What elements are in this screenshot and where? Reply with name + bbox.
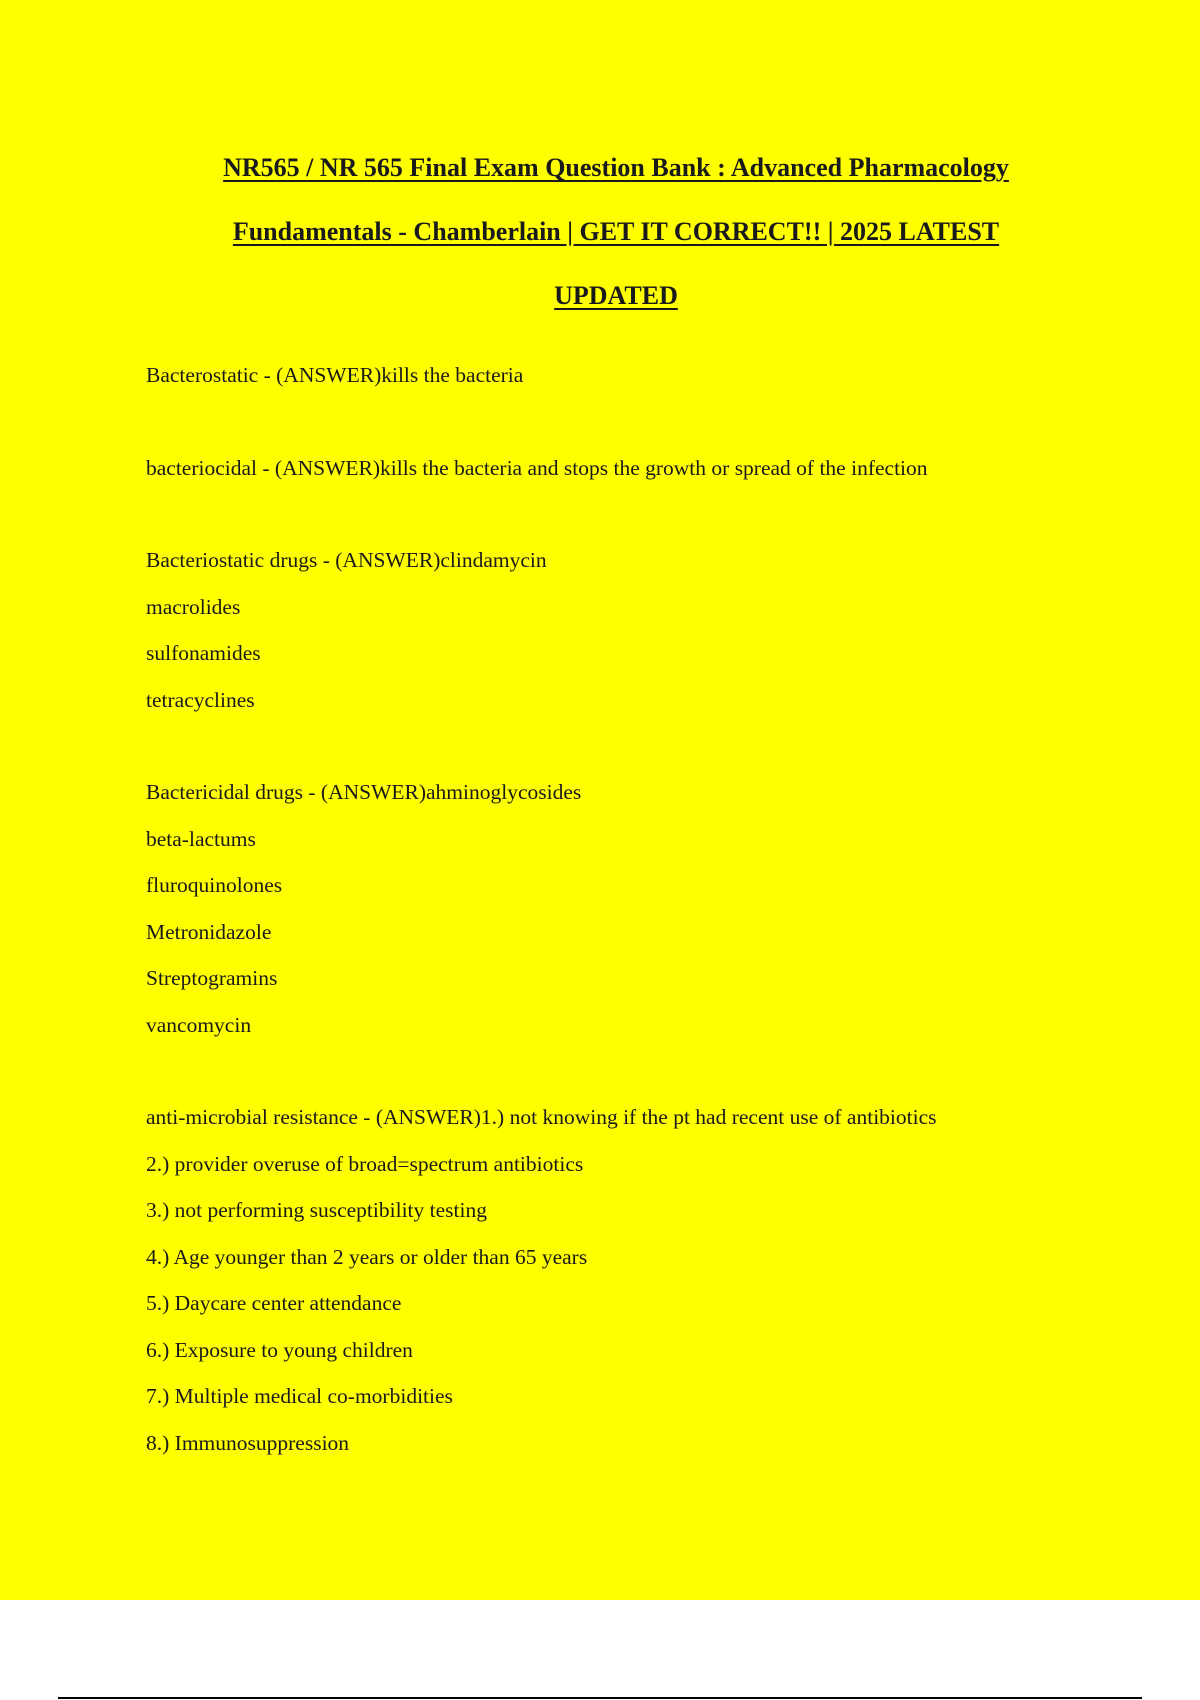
entry-line: vancomycin — [146, 1012, 252, 1037]
entry-spacer — [146, 723, 1146, 769]
document-body — [146, 352, 1146, 1466]
entry-line: beta-lactums — [146, 826, 256, 851]
entry-line: Streptogramins — [146, 966, 278, 990]
entry-bacteriocidal — [146, 445, 1146, 492]
entry-bacteriostatic-drugs — [146, 537, 1146, 723]
entry-line: 2.) provider overuse of broad=spectrum antibiotics — [146, 1151, 584, 1176]
entry-line: 6.) Exposure to young children — [146, 1337, 413, 1362]
entry-line: Metronidazole — [146, 919, 272, 944]
entry-line: 7.) Multiple medical co-morbidities — [146, 1384, 453, 1408]
footer-divider — [58, 1697, 1142, 1699]
entry-line: fluroquinolones — [146, 873, 283, 897]
entry-line: tetracyclines — [146, 687, 255, 712]
title-line: Fundamentals - Chamberlain | GET IT CORRECT!! | 2025 LATEST — [232, 217, 1000, 246]
entry-spacer — [146, 1048, 1146, 1094]
entry-line: 5.) Daycare center attendance — [146, 1291, 402, 1315]
entry-line: 8.) Immunosuppression — [146, 1430, 350, 1455]
entry-line: macrolides — [146, 594, 241, 619]
entry-spacer — [146, 491, 1146, 537]
entry-line: anti-microbial resistance - (ANSWER)1.) not knowing if the pt had recent use of antibiotics — [146, 1105, 937, 1129]
document-title — [146, 136, 1086, 328]
entry-spacer — [146, 399, 1146, 445]
entry-line: 4.) Age younger than 2 years or older than 65 years — [146, 1244, 588, 1269]
entry-antimicrobial-resistance — [146, 1094, 1146, 1466]
title-line: UPDATED — [554, 281, 678, 310]
entry-line: 3.) not performing susceptibility testing — [146, 1198, 487, 1222]
entry-line: Bacterostatic - (ANSWER)kills the bacteria — [146, 363, 524, 387]
title-line: NR565 / NR 565 Final Exam Question Bank : Advanced Pharmacology — [223, 153, 1009, 182]
entry-line: Bacteriostatic drugs - (ANSWER)clindamycin — [146, 548, 547, 572]
entry-line: sulfonamides — [146, 641, 261, 665]
entry-bacterostatic — [146, 352, 1146, 399]
entry-line: Bactericidal drugs - (ANSWER)ahminoglycosides — [146, 780, 582, 804]
entry-line: bacteriocidal - (ANSWER)kills the bacteria and stops the growth or spread of the infection — [146, 455, 928, 480]
entry-bactericidal-drugs — [146, 769, 1146, 1048]
